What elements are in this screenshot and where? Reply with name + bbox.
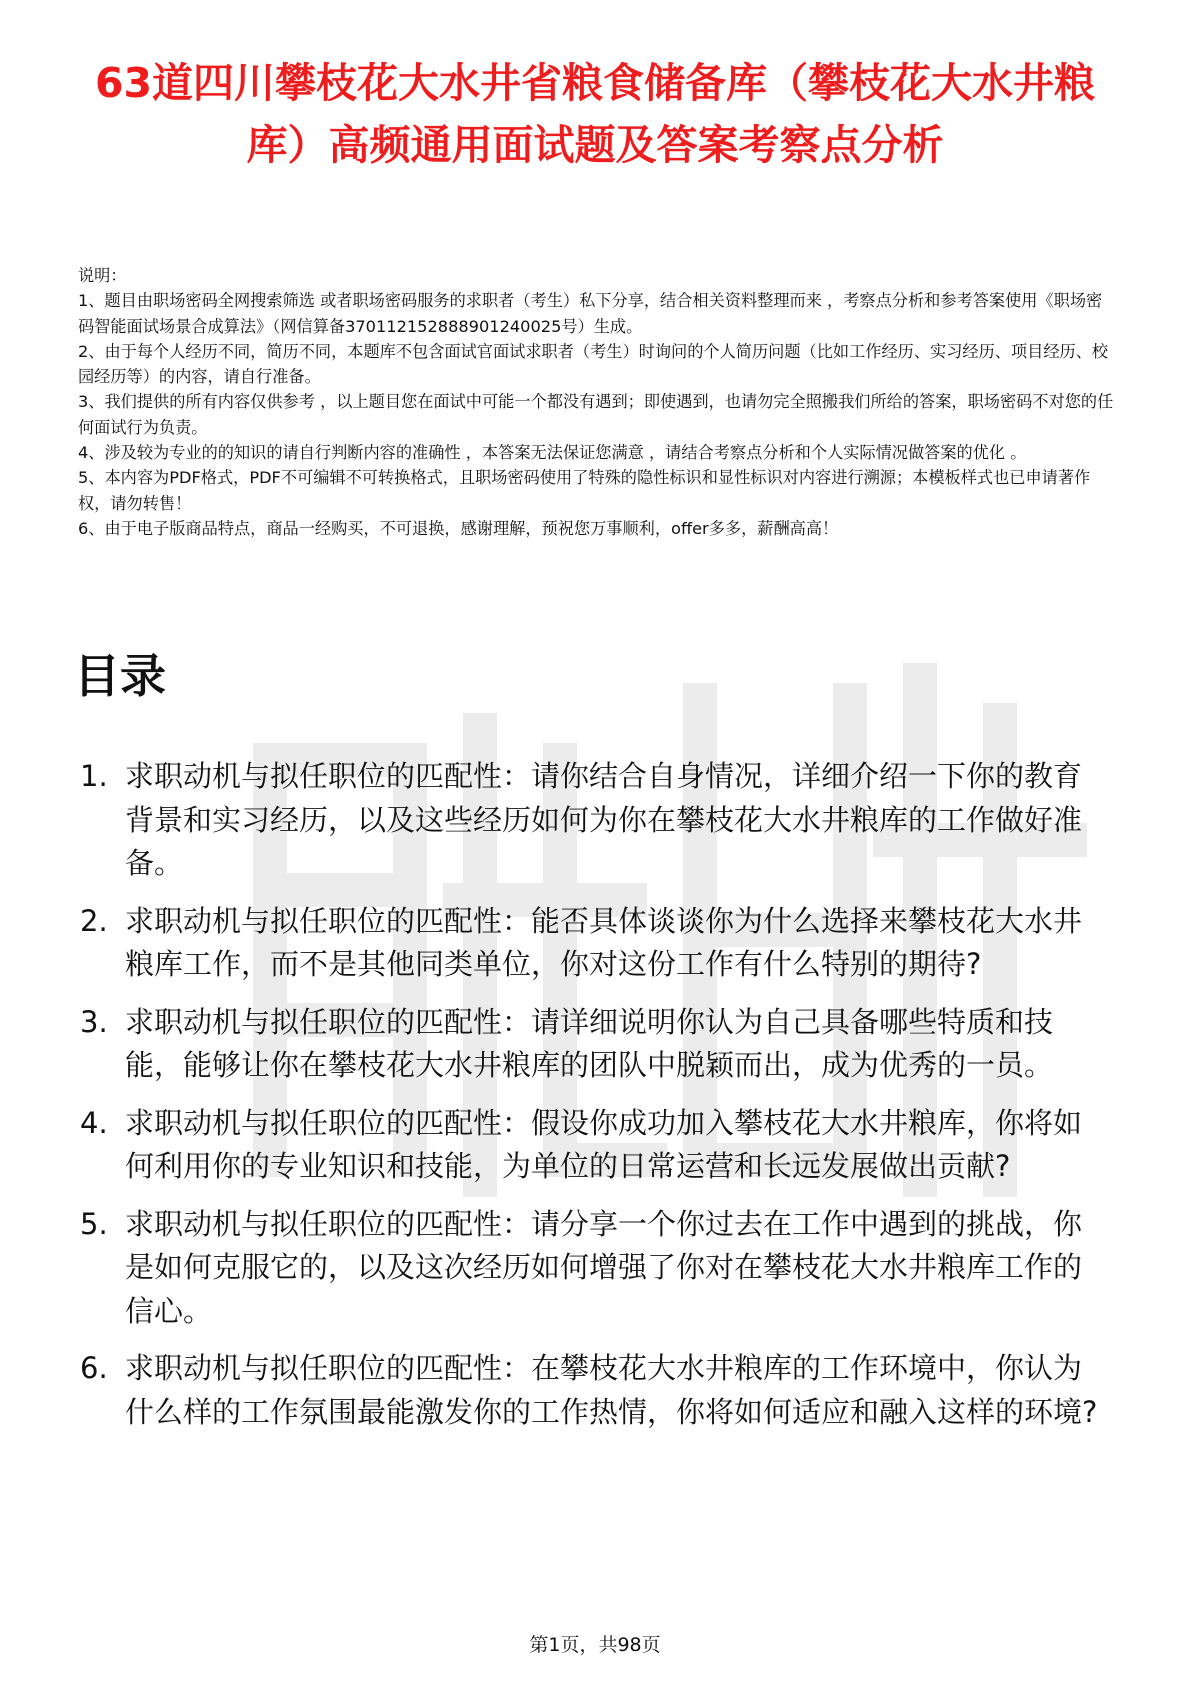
toc-item-text: 求职动机与拟任职位的匹配性：能否具体谈谈你为什么选择来攀枝花大水井粮库工作，而不是其他同类单位，你对这份工作有什么特别的期待?: [125, 903, 1083, 981]
toc-item-text: 求职动机与拟任职位的匹配性：请分享一个你过去在工作中遇到的挑战，你是如何克服它的，以及这次经历如何增强了你对在攀枝花大水井粮库工作的信心。: [125, 1206, 1083, 1328]
toc-list: [80, 755, 1110, 1448]
toc-item-number: 5.: [80, 1206, 108, 1241]
note-item-5: 5、本内容为PDF格式，PDF不可编辑不可转换格式，且职场密码使用了特殊的隐性标识和显性标识对内容进行溯源；本模板样式也已申请著作权，请勿转售！: [78, 468, 1091, 513]
toc-item-number: 6.: [80, 1351, 108, 1385]
toc-item-number: 2.: [80, 903, 108, 938]
toc-item[interactable]: [80, 1102, 1110, 1189]
toc-item-text: 求职动机与拟任职位的匹配性：在攀枝花大水井粮库的工作环境中，你认为什么样的工作氛围最能激发你的工作热情，你将如何适应和融入这样的环境?: [125, 1351, 1098, 1429]
note-item-4: 4、涉及较为专业的的知识的请自行判断内容的准确性 ，本答案无法保证您满意 ，请结合考察点分析和个人实际情况做答案的优化 。: [78, 443, 1027, 463]
toc-item[interactable]: [80, 1001, 1110, 1088]
toc-item-text: 求职动机与拟任职位的匹配性：假设你成功加入攀枝花大水井粮库，你将如何利用你的专业知识和技能，为单位的日常运营和长远发展做出贡献?: [125, 1105, 1083, 1183]
document-title: 63道四川攀枝花大水井省粮食储备库（攀枝花大水井粮库）高频通用面试题及答案考察点分析: [94, 59, 1096, 169]
toc-item-number: 1.: [80, 759, 108, 793]
toc-heading: 目录: [74, 649, 166, 703]
toc-item-number: 4.: [80, 1105, 108, 1140]
toc-item-number: 3.: [80, 1004, 108, 1039]
toc-item[interactable]: [80, 1347, 1110, 1434]
note-item-6: 6、由于电子版商品特点，商品一经购买，不可退换，感谢理解，预祝您万事顺利，offer多多，薪酬高高！: [78, 518, 839, 538]
toc-item[interactable]: [80, 900, 1110, 987]
toc-item[interactable]: [80, 1203, 1110, 1334]
toc-item[interactable]: [80, 755, 1110, 886]
note-item-2: 2、由于每个人经历不同，简历不同，本题库不包含面试官面试求职者（考生）时询问的个人简历问题（比如工作经历、实习经历、项目经历、校园经历等）的内容，请自行准备。: [78, 341, 1109, 387]
notes-heading: 说明：: [78, 266, 127, 285]
notes-section: [78, 263, 1118, 541]
toc-item-text: 求职动机与拟任职位的匹配性：请你结合自身情况，详细介绍一下你的教育背景和实习经历，以及这些经历如何为你在攀枝花大水井粮库的工作做好准备。: [125, 759, 1083, 880]
note-item-3: 3、我们提供的所有内容仅供参考 ，以上题目您在面试中可能一个都没有遇到；即使遇到，也请勿完全照搬我们所给的答案，职场密码不对您的任何面试行为负责。: [78, 392, 1114, 437]
toc-item-text: 求职动机与拟任职位的匹配性：请详细说明你认为自己具备哪些特质和技能，能够让你在攀枝花大水井粮库的团队中脱颖而出，成为优秀的一员。: [125, 1004, 1054, 1082]
page-number-footer: 第1页，共98页: [529, 1634, 661, 1656]
note-item-1: 1、题目由职场密码全网搜索筛选 或者职场密码服务的求职者（考生）私下分享，结合相关资料整理而来 ，考察点分析和参考答案使用《职场密码智能面试场景合成算法》（网信算备370112152888901240025号）生成。: [78, 291, 1103, 336]
